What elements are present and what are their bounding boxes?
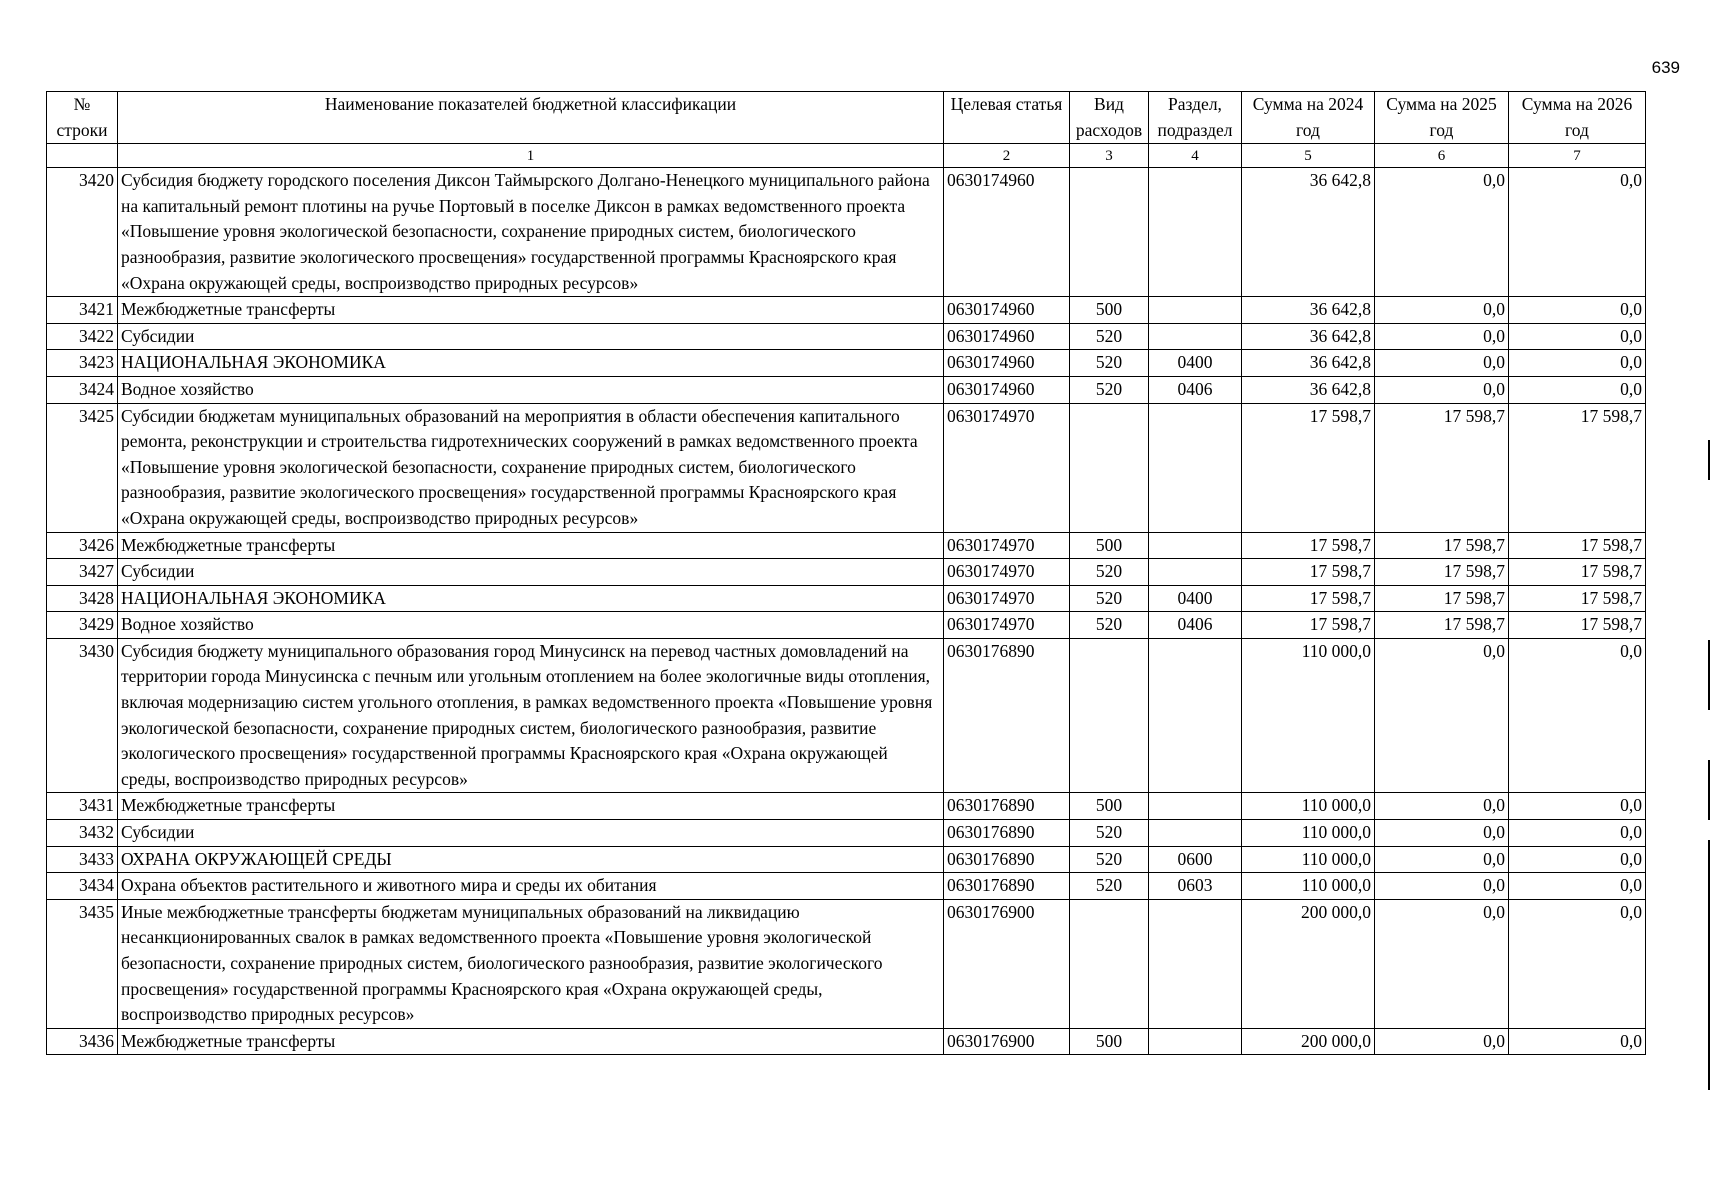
row-sum-2026: 0,0	[1509, 323, 1646, 350]
header-row	[47, 92, 1646, 144]
column-number: 6	[1375, 144, 1509, 168]
row-section-code	[1149, 559, 1242, 586]
row-name: Межбюджетные трансферты	[118, 532, 944, 559]
row-sum-2024: 17 598,7	[1242, 612, 1375, 639]
row-name: НАЦИОНАЛЬНАЯ ЭКОНОМИКА	[118, 350, 944, 377]
table-row	[47, 873, 1646, 900]
table-row	[47, 376, 1646, 403]
row-sum-2026: 0,0	[1509, 638, 1646, 793]
row-sum-2024: 36 642,8	[1242, 297, 1375, 324]
row-sum-2024: 36 642,8	[1242, 323, 1375, 350]
row-sum-2024: 17 598,7	[1242, 559, 1375, 586]
scan-edge-mark	[1708, 640, 1710, 710]
row-sum-2026: 0,0	[1509, 899, 1646, 1028]
row-expense-type: 500	[1070, 1028, 1149, 1055]
column-number: 4	[1149, 144, 1242, 168]
row-sum-2026: 0,0	[1509, 873, 1646, 900]
scan-edge-mark	[1708, 760, 1710, 820]
row-name: Субсидии	[118, 559, 944, 586]
row-sum-2026: 17 598,7	[1509, 532, 1646, 559]
table-row	[47, 638, 1646, 793]
scan-edge-mark	[1708, 840, 1710, 1090]
row-name: Охрана объектов растительного и животного мира и среды их обитания	[118, 873, 944, 900]
scan-edge-mark	[1708, 440, 1710, 480]
row-section-code: 0406	[1149, 612, 1242, 639]
row-sum-2025: 17 598,7	[1375, 403, 1509, 532]
row-expense-type: 500	[1070, 793, 1149, 820]
row-number: 3433	[47, 846, 118, 873]
row-sum-2025: 17 598,7	[1375, 585, 1509, 612]
row-number: 3422	[47, 323, 118, 350]
row-target-code: 0630176890	[944, 638, 1070, 793]
header-sum-2024: Сумма на 2024 год	[1242, 92, 1375, 144]
row-name: Межбюджетные трансферты	[118, 793, 944, 820]
row-number: 3430	[47, 638, 118, 793]
row-sum-2025: 0,0	[1375, 297, 1509, 324]
row-target-code: 0630174960	[944, 323, 1070, 350]
row-number: 3432	[47, 820, 118, 847]
row-name: Субсидии	[118, 323, 944, 350]
row-section-code	[1149, 820, 1242, 847]
row-expense-type	[1070, 168, 1149, 297]
table-row	[47, 846, 1646, 873]
row-number: 3434	[47, 873, 118, 900]
row-expense-type: 520	[1070, 873, 1149, 900]
row-section-code: 0406	[1149, 376, 1242, 403]
row-target-code: 0630174970	[944, 532, 1070, 559]
row-section-code	[1149, 899, 1242, 1028]
row-sum-2024: 110 000,0	[1242, 846, 1375, 873]
row-name: ОХРАНА ОКРУЖАЮЩЕЙ СРЕДЫ	[118, 846, 944, 873]
row-target-code: 0630174960	[944, 376, 1070, 403]
row-sum-2025: 17 598,7	[1375, 532, 1509, 559]
row-section-code: 0400	[1149, 350, 1242, 377]
row-expense-type	[1070, 403, 1149, 532]
table-row	[47, 323, 1646, 350]
row-expense-type: 520	[1070, 559, 1149, 586]
row-number: 3424	[47, 376, 118, 403]
row-expense-type: 500	[1070, 297, 1149, 324]
row-section-code	[1149, 793, 1242, 820]
table-row	[47, 793, 1646, 820]
row-section-code	[1149, 638, 1242, 793]
row-number: 3431	[47, 793, 118, 820]
row-name: Водное хозяйство	[118, 376, 944, 403]
table-row	[47, 350, 1646, 377]
budget-table	[46, 91, 1646, 1055]
row-target-code: 0630176890	[944, 820, 1070, 847]
row-target-code: 0630174970	[944, 403, 1070, 532]
header-sum-2025: Сумма на 2025 год	[1375, 92, 1509, 144]
row-sum-2026: 17 598,7	[1509, 403, 1646, 532]
row-target-code: 0630174970	[944, 612, 1070, 639]
column-number: 1	[118, 144, 944, 168]
header-row-no: № строки	[47, 92, 118, 144]
row-sum-2024: 110 000,0	[1242, 820, 1375, 847]
row-section-code	[1149, 403, 1242, 532]
row-sum-2026: 17 598,7	[1509, 559, 1646, 586]
column-number: 5	[1242, 144, 1375, 168]
row-expense-type: 520	[1070, 820, 1149, 847]
row-expense-type: 520	[1070, 612, 1149, 639]
header-sum-2026: Сумма на 2026 год	[1509, 92, 1646, 144]
row-section-code	[1149, 168, 1242, 297]
row-section-code	[1149, 323, 1242, 350]
row-sum-2024: 17 598,7	[1242, 532, 1375, 559]
row-number: 3423	[47, 350, 118, 377]
row-name: Субсидия бюджету городского поселения Диксон Таймырского Долгано-Ненецкого муниципального района на капитальный ремонт плотины на ручье Портовый в поселке Диксон в рамках ведомственного проекта «Повышение уровня экологической безопасности, сохранение природных систем, биологического разнообразия, развитие экологического просвещения» государственной программы Красноярского края «Охрана окружающей среды, воспроизводство природных ресурсов»	[118, 168, 944, 297]
row-sum-2025: 0,0	[1375, 846, 1509, 873]
row-sum-2026: 0,0	[1509, 820, 1646, 847]
row-sum-2024: 17 598,7	[1242, 403, 1375, 532]
row-sum-2026: 0,0	[1509, 350, 1646, 377]
row-number: 3425	[47, 403, 118, 532]
row-target-code: 0630176900	[944, 1028, 1070, 1055]
column-number: 7	[1509, 144, 1646, 168]
row-target-code: 0630174960	[944, 168, 1070, 297]
row-sum-2026: 17 598,7	[1509, 585, 1646, 612]
row-sum-2024: 17 598,7	[1242, 585, 1375, 612]
row-sum-2025: 0,0	[1375, 638, 1509, 793]
header-exp-type: Вид расходов	[1070, 92, 1149, 144]
row-number: 3420	[47, 168, 118, 297]
row-number: 3421	[47, 297, 118, 324]
row-target-code: 0630176890	[944, 793, 1070, 820]
row-name: Иные межбюджетные трансферты бюджетам муниципальных образований на ликвидацию несанкционированных свалок в рамках ведомственного проекта «Повышение уровня экологической безопасности, сохранение природных систем, биологического разнообразия, развитие экологического просвещения» государственной программы Красноярского края «Охрана окружающей среды, воспроизводство природных ресурсов»	[118, 899, 944, 1028]
header-section: Раздел, подраздел	[1149, 92, 1242, 144]
header-name: Наименование показателей бюджетной классификации	[118, 92, 944, 144]
row-sum-2025: 0,0	[1375, 820, 1509, 847]
row-sum-2025: 0,0	[1375, 793, 1509, 820]
row-sum-2025: 0,0	[1375, 1028, 1509, 1055]
row-sum-2025: 0,0	[1375, 873, 1509, 900]
row-name: Субсидии	[118, 820, 944, 847]
row-section-code: 0600	[1149, 846, 1242, 873]
row-number: 3436	[47, 1028, 118, 1055]
row-section-code	[1149, 532, 1242, 559]
table-row	[47, 899, 1646, 1028]
column-number: 2	[944, 144, 1070, 168]
row-sum-2024: 36 642,8	[1242, 376, 1375, 403]
row-section-code: 0603	[1149, 873, 1242, 900]
row-sum-2024: 200 000,0	[1242, 1028, 1375, 1055]
row-sum-2025: 17 598,7	[1375, 559, 1509, 586]
row-number: 3429	[47, 612, 118, 639]
row-expense-type: 500	[1070, 532, 1149, 559]
row-section-code	[1149, 297, 1242, 324]
table-row	[47, 1028, 1646, 1055]
row-number: 3427	[47, 559, 118, 586]
row-sum-2026: 0,0	[1509, 793, 1646, 820]
table-body	[47, 168, 1646, 1055]
row-number: 3428	[47, 585, 118, 612]
row-expense-type: 520	[1070, 350, 1149, 377]
row-target-code: 0630174960	[944, 350, 1070, 377]
row-section-code: 0400	[1149, 585, 1242, 612]
table-row	[47, 297, 1646, 324]
row-sum-2025: 0,0	[1375, 376, 1509, 403]
row-name: Межбюджетные трансферты	[118, 1028, 944, 1055]
row-name: Межбюджетные трансферты	[118, 297, 944, 324]
row-expense-type	[1070, 899, 1149, 1028]
row-sum-2026: 0,0	[1509, 1028, 1646, 1055]
row-number: 3426	[47, 532, 118, 559]
row-sum-2024: 200 000,0	[1242, 899, 1375, 1028]
row-sum-2026: 0,0	[1509, 376, 1646, 403]
row-target-code: 0630176890	[944, 846, 1070, 873]
row-sum-2026: 17 598,7	[1509, 612, 1646, 639]
header-target: Целевая статья	[944, 92, 1070, 144]
column-number-row	[47, 144, 1646, 168]
row-name: НАЦИОНАЛЬНАЯ ЭКОНОМИКА	[118, 585, 944, 612]
row-target-code: 0630174970	[944, 585, 1070, 612]
row-sum-2026: 0,0	[1509, 846, 1646, 873]
row-target-code: 0630174970	[944, 559, 1070, 586]
row-sum-2025: 0,0	[1375, 350, 1509, 377]
row-name: Водное хозяйство	[118, 612, 944, 639]
row-sum-2026: 0,0	[1509, 168, 1646, 297]
row-sum-2026: 0,0	[1509, 297, 1646, 324]
row-expense-type: 520	[1070, 585, 1149, 612]
table-row	[47, 168, 1646, 297]
row-section-code	[1149, 1028, 1242, 1055]
row-sum-2024: 110 000,0	[1242, 873, 1375, 900]
row-name: Субсидия бюджету муниципального образования город Минусинск на перевод частных домовладений на территории города Минусинска с печным или угольным отоплением на более экологичные виды отопления, включая модернизацию систем угольного отопления, в рамках ведомственного проекта «Повышение уровня экологической безопасности, сохранение природных систем, биологического разнообразия, развитие экологического просвещения» государственной программы Красноярского края «Охрана окружающей среды, воспроизводство природных ресурсов»	[118, 638, 944, 793]
table-row	[47, 585, 1646, 612]
row-sum-2024: 36 642,8	[1242, 350, 1375, 377]
row-target-code: 0630174960	[944, 297, 1070, 324]
row-expense-type	[1070, 638, 1149, 793]
row-expense-type: 520	[1070, 846, 1149, 873]
row-sum-2024: 110 000,0	[1242, 638, 1375, 793]
row-number: 3435	[47, 899, 118, 1028]
row-expense-type: 520	[1070, 376, 1149, 403]
row-name: Субсидии бюджетам муниципальных образований на мероприятия в области обеспечения капитального ремонта, реконструкции и строительства гидротехнических сооружений в рамках ведомственного проекта «Повышение уровня экологической безопасности, сохранение природных систем, биологического разнообразия, развитие экологического просвещения» государственной программы Красноярского края «Охрана окружающей среды, воспроизводство природных ресурсов»	[118, 403, 944, 532]
row-sum-2025: 0,0	[1375, 323, 1509, 350]
table-row	[47, 532, 1646, 559]
column-number-blank	[47, 144, 118, 168]
page-number: 639	[1651, 58, 1680, 77]
row-target-code: 0630176890	[944, 873, 1070, 900]
row-sum-2024: 110 000,0	[1242, 793, 1375, 820]
table-row	[47, 403, 1646, 532]
table-row	[47, 612, 1646, 639]
column-number: 3	[1070, 144, 1149, 168]
row-sum-2024: 36 642,8	[1242, 168, 1375, 297]
row-expense-type: 520	[1070, 323, 1149, 350]
row-sum-2025: 0,0	[1375, 899, 1509, 1028]
table-row	[47, 820, 1646, 847]
row-sum-2025: 0,0	[1375, 168, 1509, 297]
table-row	[47, 559, 1646, 586]
row-sum-2025: 17 598,7	[1375, 612, 1509, 639]
row-target-code: 0630176900	[944, 899, 1070, 1028]
